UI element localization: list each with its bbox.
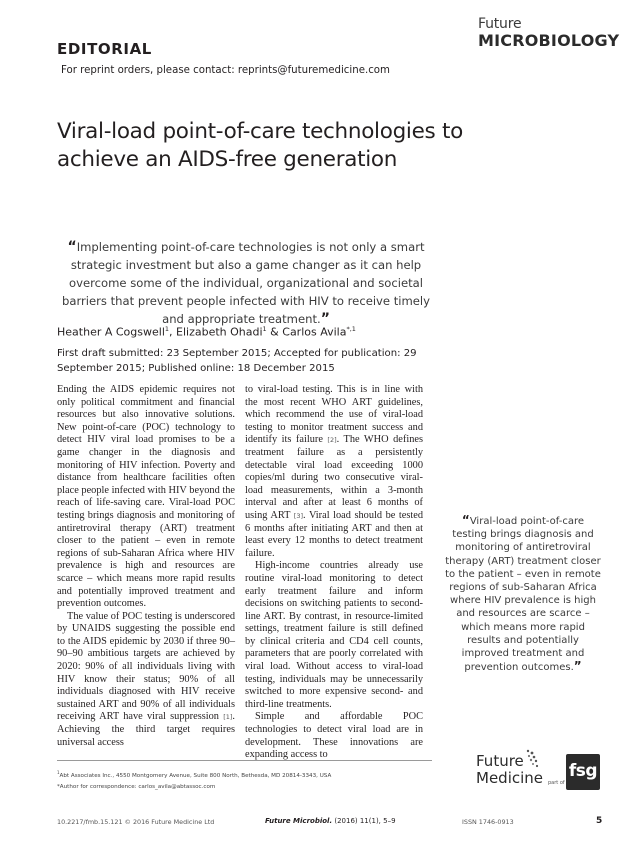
- paragraph-text: . Achieving the third target requires universal access: [57, 711, 235, 748]
- author-separator: &: [266, 325, 283, 339]
- footnote-divider: [57, 760, 432, 761]
- author-1: Heather A Cogswell: [57, 325, 165, 339]
- fsg-logo: fsg: [566, 754, 600, 790]
- part-of-label: part of: [548, 780, 565, 786]
- publisher-logo-line2: Medicine: [476, 769, 544, 787]
- pull-quote-text: Viral-load point-of-care testing brings diagnosis and monitoring of antiretroviral therapy (ART) treatment closer to the patient – even in remote regions of sub-Saharan Africa where HIV prevalence is high and resources are scarce – which means more rapid results and potentially improved treatment and prevention outcomes.: [445, 516, 601, 674]
- reference-link[interactable]: [3]: [293, 511, 304, 520]
- body-column-1: [57, 384, 235, 749]
- publication-dates: First draft submitted: 23 September 2015; Accepted for publication: 29 September 2015; Published online: 18 December 2015: [57, 348, 417, 374]
- paragraph: [57, 611, 235, 750]
- section-label: EDITORIAL: [57, 40, 152, 58]
- footer-journal-name: Future Microbiol.: [265, 817, 333, 825]
- reprint-notice: For reprint orders, please contact: reprints@futuremedicine.com: [61, 65, 390, 76]
- author-3-affil: *,1: [346, 325, 356, 333]
- author-2-affil: 1: [262, 325, 267, 333]
- footer-issn: ISSN 1746-0913: [462, 818, 514, 826]
- footnotes: [57, 767, 331, 793]
- paragraph: Simple and affordable POC technologies to detect viral load are in development. These innovations are expanding access to: [245, 711, 423, 761]
- brand-microbiology: MICROBIOLOGY: [478, 31, 620, 50]
- author-3: Carlos Avila: [282, 325, 347, 339]
- affiliation-text: Abt Associates Inc., 4550 Montgomery Avenue, Suite 800 North, Bethesda, MD 20814-3343, USA: [59, 772, 332, 779]
- brand-future: Future: [478, 16, 522, 32]
- lead-quote-text: Implementing point-of-care technologies is not only a smart strategic investment but also a game changer as it can help overcome some of the individual, organizational and societal barriers that prevent people infected with HIV to receive timely and appropriate treatment.: [62, 240, 430, 326]
- quote-open-mark: “: [461, 513, 470, 527]
- footer-volume: (2016) 11(1), 5–9: [332, 817, 396, 825]
- quote-close-mark: ”: [573, 659, 582, 674]
- paragraph-text: . Viral load should be tested 6 months after initiating ART and then at least every 12 months to detect treatment failure.: [245, 509, 423, 559]
- paragraph: [245, 384, 423, 560]
- author-list: [57, 325, 356, 339]
- paragraph: Ending the AIDS epidemic requires not only political commitment and financial resources but also innovative solutions. New point-of-care (POC) technology to detect HIV viral load promises to be a game changer in the diagnosis and monitoring of HIV infection. Poverty and distance from healthcare facilities often place people infected with HIV beyond the reach of life-saving care. Viral-load POC testing brings diagnosis and monitoring of antiretroviral therapy (ART) treatment closer to the patient – even in remote regions of sub-Saharan Africa where HIV prevalence is high and resources are scarce – which means more rapid results and potentially improved treatment and prevention outcomes.: [57, 384, 235, 610]
- article-title: Viral-load point-of-care technologies to achieve an AIDS-free generation: [57, 119, 463, 172]
- footer-citation: [265, 817, 396, 825]
- affiliation: [57, 767, 331, 782]
- affiliation-marker: 1: [57, 770, 60, 775]
- paragraph: High-income countries already use routine viral-load monitoring to detect early treatment failure and inform decisions on switching patients to second-line ART. By contrast, in resource-limited settings, treatment failure is still defined by clinical criteria and CD4 cell counts, parameters that are poorly correlated with viral load. Without access to viral-load testing, individuals may be unnecessarily switched to more expensive second- and third-line treatments.: [245, 560, 423, 710]
- author-separator: ,: [169, 325, 177, 339]
- reference-link[interactable]: [2]: [327, 436, 337, 445]
- reference-link[interactable]: [1]: [223, 713, 233, 722]
- journal-brand: [478, 17, 628, 49]
- author-1-affil: 1: [164, 325, 170, 333]
- paragraph-text: The value of POC testing is underscored by UNAIDS suggesting the possible end to the AIDS epidemic by 2030 if three 90–90–90 ambitious targets are achieved by 2020: 90% of all individuals living with HIV know their status; 90% of all individuals diagnosed with HIV receive sustained ART and 90% of all individuals receiving ART have viral suppression: [57, 610, 235, 723]
- page-number: 5: [596, 816, 603, 826]
- dots-icon: [525, 748, 539, 770]
- correspondence: *Author for correspondence: carlos_avila@abtassoc.com: [57, 783, 216, 790]
- lead-quote: [60, 238, 432, 328]
- paragraph-text: . The WHO defines treatment failure as a persistently detectable viral load exceeding 1000 copies/ml during two consecutive viral-load measurements, within a 3-month interval and after at least 6 months of using ART: [245, 434, 423, 521]
- quote-open-mark: “: [67, 239, 77, 255]
- body-column-2: [245, 384, 423, 762]
- paragraph-text: to viral-load testing. This is in line with the most recent WHO ART guidelines, which recommend the use of viral-load testing to monitor treatment success and identify its failure: [245, 384, 423, 446]
- author-2: Elizabeth Ohadi: [176, 325, 263, 339]
- pull-quote: [445, 514, 601, 674]
- quote-close-mark: ”: [320, 311, 330, 327]
- footer-doi: 10.2217/fmb.15.121 © 2016 Future Medicine Ltd: [57, 818, 215, 826]
- publisher-logo-line1: Future: [476, 752, 524, 770]
